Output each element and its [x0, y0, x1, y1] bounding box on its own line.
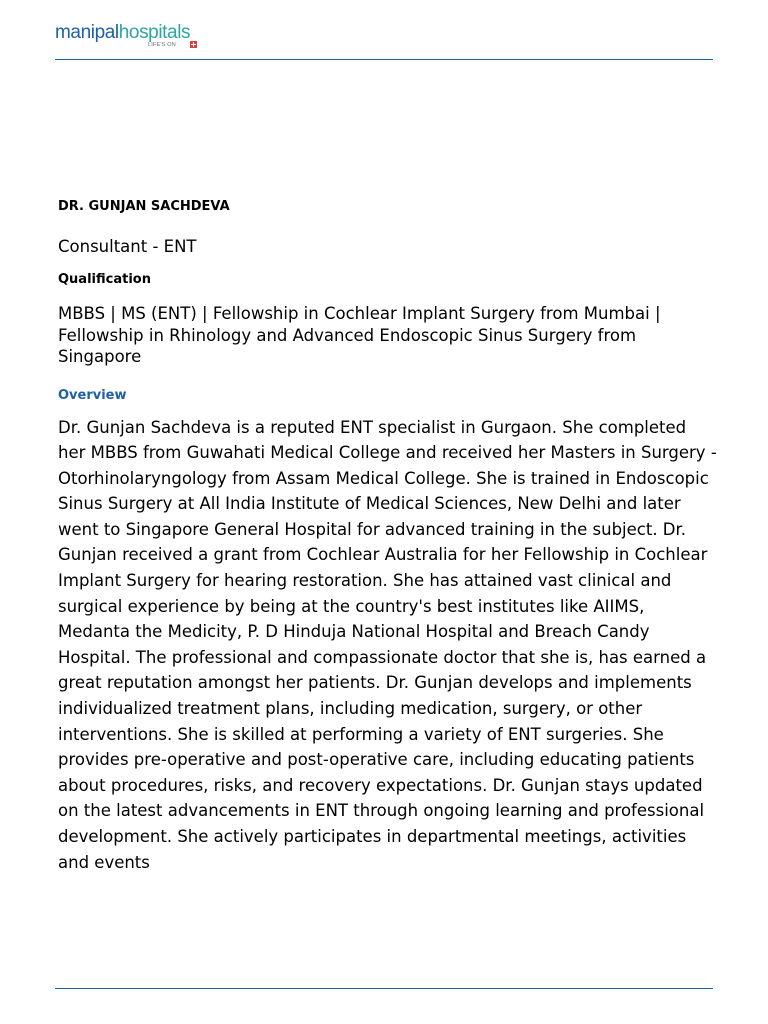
logo-wordmark-part2: hospitals	[118, 22, 191, 43]
overview-text: Dr. Gunjan Sachdeva is a reputed ENT specialist in Gurgaon. She completed her MBBS from Guwahati Medical College and received her Masters in Surgery - Otorhinolaryngology from Assam Medical College. She is trained in Endoscopic Sinus Surgery at All India Institute of Medical Sciences, New Delhi and later went to Singapore General Hospital for advanced training in the subject. Dr. Gunjan received a grant from Cochlear Australia for her Fellowship in Cochlear Implant Surgery for hearing restoration. She has attained vast clinical and surgical experience by being at the country's best institutes like AIIMS, Medanta the Medicity, P. D Hinduja National Hospital and Breach Candy Hospital. The professional and compassionate doctor that she is, has earned a great reputation amongst her patients. Dr. Gunjan develops and implements individualized treatment plans, including medication, surgery, or other interventions. She is skilled at performing a variety of ENT surgeries. She provides pre-operative and post-operative care, including educating patients about procedures, risks, and recovery expectations. Dr. Gunjan stays updated on the latest advancements in ENT through ongoing learning and professional development. She actively participates in departmental meetings, activities and events	[58, 417, 717, 872]
footer-divider	[55, 988, 713, 989]
qualification-text: MBBS | MS (ENT) | Fellowship in Cochlear Implant Surgery from Mumbai | Fellowship in Rhinology and Advanced Endoscopic Sinus Surgery from Singapore	[58, 304, 661, 366]
manipal-hospitals-logo	[55, 22, 205, 52]
qualification-heading: Qualification	[58, 272, 151, 287]
header-divider	[55, 59, 713, 60]
logo-tagline: LIFE'S ON	[148, 42, 176, 48]
red-cross-icon	[190, 41, 197, 48]
logo-wordmark	[55, 22, 190, 44]
overview-heading: Overview	[58, 387, 127, 403]
doctor-profile	[58, 198, 718, 875]
doctor-name: DR. GUNJAN SACHDEVA	[58, 199, 230, 214]
doctor-designation: Consultant - ENT	[58, 237, 197, 256]
logo-wordmark-part1: manipal	[55, 22, 119, 43]
